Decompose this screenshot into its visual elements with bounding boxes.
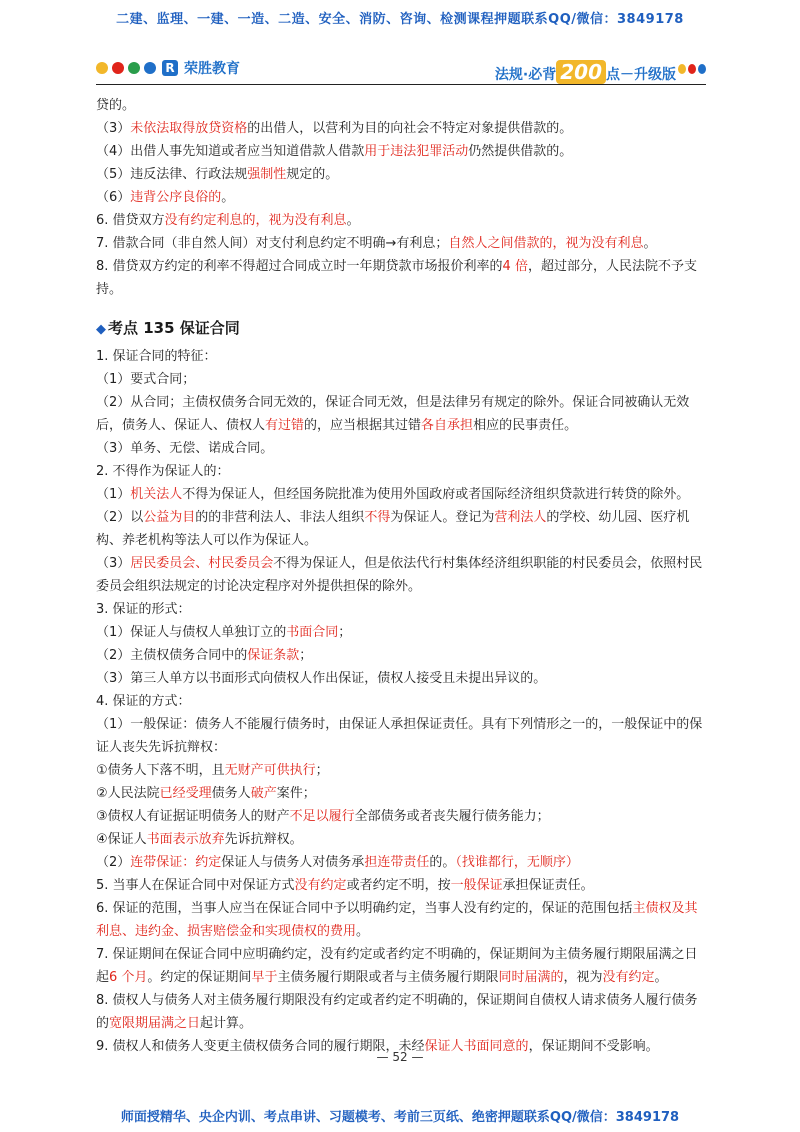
top-banner: 二建、监理、一建、一造、二造、安全、消防、咨询、检测课程押题联系QQ/微信：3849178 bbox=[116, 12, 684, 27]
text-span: （6） bbox=[96, 190, 131, 205]
text-span: 的，应当根据其过错 bbox=[304, 418, 422, 433]
text-span: 起计算。 bbox=[200, 1016, 253, 1031]
highlight-text: 担连带责任 bbox=[364, 855, 430, 870]
logo-dot-icon bbox=[144, 62, 156, 74]
dot-icon bbox=[688, 64, 696, 74]
text-span: 8. 借贷双方约定的利率不得超过合同成立时一年期贷款市场报价利率的 bbox=[96, 259, 503, 274]
text-span: 。约定的保证期间 bbox=[147, 970, 252, 985]
text-span: 全部债务或者丧失履行债务能力； bbox=[354, 809, 550, 824]
paragraph bbox=[96, 483, 708, 506]
highlight-text: 宽限期届满之日 bbox=[109, 1016, 201, 1031]
paragraph bbox=[96, 117, 708, 140]
paragraph: （1）一般保证：债务人不能履行债务时，由保证人承担保证责任。具有下列情形之一的，一般保证中的保证人丧失先诉抗辩权： bbox=[96, 717, 703, 755]
text-span: 7. 借款合同（非自然人间）对支付利息约定不明确→有利息； bbox=[96, 236, 449, 251]
highlight-text: 不得 bbox=[364, 510, 391, 525]
text-span: （2）从合同；主债权债务合同无效的，保证合同无效，但是法律另有规定的除外。保证合同被确认无效后，债务人、保证人、债权人 bbox=[96, 395, 690, 433]
highlight-text: 早于 bbox=[251, 970, 278, 985]
logo-mark-icon: R bbox=[162, 60, 178, 76]
page-content bbox=[96, 94, 708, 1058]
text-span: ③债权人有证据证明债务人的财产 bbox=[96, 809, 290, 824]
book-title bbox=[495, 60, 676, 84]
highlight-text: 违背公序良俗的 bbox=[130, 190, 222, 205]
text-span: 6. 借贷双方 bbox=[96, 213, 165, 228]
diamond-icon: ◆ bbox=[96, 322, 106, 337]
text-span: （1）保证人与债权人单独订立的 bbox=[96, 625, 287, 640]
highlight-text: 6 个月 bbox=[109, 970, 148, 985]
logo-dot-icon bbox=[96, 62, 108, 74]
text-span: （2）以 bbox=[96, 510, 144, 525]
text-span: 主债务履行期限或者与主债务履行期限 bbox=[277, 970, 499, 985]
book-title-prefix: 法规·必背 bbox=[494, 67, 557, 83]
text-span: ，视为 bbox=[563, 970, 603, 985]
text-span: ； bbox=[315, 763, 329, 778]
text-span: ①债务人下落不明，且 bbox=[96, 763, 225, 778]
paragraph bbox=[96, 828, 708, 851]
paragraph bbox=[96, 552, 708, 598]
paragraph: （3）单务、无偿、诺成合同。 bbox=[96, 441, 274, 456]
text-span: （2）主债权债务合同中的 bbox=[96, 648, 248, 663]
page-number: — 52 — bbox=[376, 1050, 424, 1064]
highlight-text: 公益为目 bbox=[143, 510, 196, 525]
highlight-text: （找谁都行，无顺序） bbox=[455, 855, 579, 870]
paragraph bbox=[96, 140, 708, 163]
text-span: 。 bbox=[654, 970, 668, 985]
text-span: （5）违反法律、行政法规 bbox=[96, 167, 248, 182]
highlight-text: 营利法人 bbox=[494, 510, 547, 525]
text-span: 承担保证责任。 bbox=[502, 878, 594, 893]
highlight-text: 主债权及其利息、违约金、损害赔偿金和实现债权的费用 bbox=[96, 901, 698, 939]
text-span: （1） bbox=[96, 487, 131, 502]
text-span: ④保证人 bbox=[96, 832, 147, 847]
bottom-banner: 师面授精华、央企内训、考点串讲、习题模考、考前三页纸、绝密押题联系QQ/微信：3849178 bbox=[120, 1110, 680, 1125]
text-span: 6. 保证的范围，当事人应当在保证合同中予以明确约定，当事人没有约定的，保证的范围包括 bbox=[96, 901, 633, 916]
highlight-text: 有过错 bbox=[265, 418, 305, 433]
text-span: ； bbox=[299, 648, 313, 663]
text-span: （3） bbox=[96, 121, 131, 136]
text-span: 9. 债权人和债务人变更主债权债务合同的履行期限，未经 bbox=[96, 1039, 425, 1054]
header-dots bbox=[678, 64, 706, 74]
paragraph bbox=[96, 782, 708, 805]
paragraph bbox=[96, 186, 708, 209]
paragraph bbox=[96, 391, 708, 437]
text-span: 。 bbox=[346, 213, 360, 228]
logo bbox=[96, 58, 240, 78]
text-span: 的。 bbox=[429, 855, 456, 870]
highlight-text: 保证人书面同意的 bbox=[424, 1039, 529, 1054]
paragraph: 1. 保证合同的特征： bbox=[96, 349, 217, 364]
logo-text: 荣胜教育 bbox=[184, 61, 240, 77]
text-span: （3） bbox=[96, 556, 131, 571]
highlight-text: 无财产可供执行 bbox=[224, 763, 316, 778]
logo-dot-icon bbox=[128, 62, 140, 74]
book-title-number: 200 bbox=[556, 60, 606, 84]
paragraph bbox=[96, 209, 708, 232]
text-span: 债务人 bbox=[211, 786, 251, 801]
section-title-text: 考点 135 保证合同 bbox=[108, 319, 240, 337]
dot-icon bbox=[678, 64, 686, 74]
paragraph: 3. 保证的形式： bbox=[96, 602, 191, 617]
highlight-text: 未依法取得放贷资格 bbox=[130, 121, 248, 136]
logo-dot-icon bbox=[112, 62, 124, 74]
text-span: ，保证期间不受影响。 bbox=[528, 1039, 659, 1054]
text-span: 仍然提供借款的。 bbox=[468, 144, 573, 159]
text-span: ②人民法院 bbox=[96, 786, 160, 801]
paragraph bbox=[96, 874, 708, 897]
paragraph bbox=[96, 644, 708, 667]
highlight-text: 已经受理 bbox=[159, 786, 212, 801]
text-span: 保证人与债务人对债务承 bbox=[221, 855, 365, 870]
text-span: 案件； bbox=[276, 786, 316, 801]
paragraph bbox=[96, 506, 708, 552]
text-span: 规定的。 bbox=[286, 167, 339, 182]
text-span: 。 bbox=[643, 236, 657, 251]
highlight-text: 书面合同 bbox=[286, 625, 339, 640]
text-span: 不得为保证人，但是依法代行村集体经济组织职能的村民委员会，依照村民委员会组织法规定的讨论决定程序对外提供担保的除外。 bbox=[96, 556, 703, 594]
highlight-text: 没有约定利息的，视为没有利息 bbox=[164, 213, 347, 228]
text-span: 相应的民事责任。 bbox=[473, 418, 578, 433]
text-span: （2） bbox=[96, 855, 131, 870]
text-span: 不得为保证人，但经国务院批准为使用外国政府或者国际经济组织贷款进行转贷的除外。 bbox=[182, 487, 690, 502]
paragraph: 4. 保证的方式： bbox=[96, 694, 191, 709]
paragraph bbox=[96, 163, 708, 186]
book-title-suffix: 点－升级版 bbox=[606, 67, 676, 83]
paragraph bbox=[96, 759, 708, 782]
paragraph bbox=[96, 805, 708, 828]
paragraph: （1）要式合同； bbox=[96, 372, 196, 387]
dot-icon bbox=[698, 64, 706, 74]
text-span: 先诉抗辩权。 bbox=[224, 832, 303, 847]
page-header bbox=[96, 54, 706, 85]
highlight-text: 机关法人 bbox=[130, 487, 183, 502]
highlight-text: 一般保证 bbox=[450, 878, 503, 893]
text-span: 的学校、幼儿园、医疗机构、养老机构等法人可以作为保证人。 bbox=[96, 510, 690, 548]
text-span: （4）出借人事先知道或者应当知道借款人借款 bbox=[96, 144, 365, 159]
text-span: 的的非营利法人、非法人组织 bbox=[195, 510, 365, 525]
text-span: 的出借人，以营利为目的向社会不特定对象提供借款的。 bbox=[247, 121, 573, 136]
highlight-text: 书面表示放弃 bbox=[146, 832, 225, 847]
paragraph bbox=[96, 255, 708, 301]
paragraph bbox=[96, 232, 708, 255]
paragraph bbox=[96, 851, 708, 874]
highlight-text: 用于违法犯罪活动 bbox=[364, 144, 469, 159]
paragraph: 贷的。 bbox=[96, 98, 136, 113]
paragraph bbox=[96, 621, 708, 644]
text-span: 7. 保证期间在保证合同中应明确约定，没有约定或者约定不明确的，保证期间为主债务履行期限届满之日起 bbox=[96, 947, 698, 985]
highlight-text: 连带保证：约定 bbox=[130, 855, 222, 870]
highlight-text: 同时届满的 bbox=[498, 970, 564, 985]
highlight-text: 自然人之间借款的，视为没有利息 bbox=[448, 236, 644, 251]
text-span: 或者约定不明，按 bbox=[346, 878, 451, 893]
paragraph bbox=[96, 897, 708, 943]
text-span: 为保证人。登记为 bbox=[390, 510, 495, 525]
highlight-text: 保证条款 bbox=[247, 648, 300, 663]
text-span: 。 bbox=[356, 924, 370, 939]
section-title bbox=[96, 317, 708, 341]
highlight-text: 强制性 bbox=[247, 167, 287, 182]
highlight-text: 破产 bbox=[250, 786, 277, 801]
paragraph: 2. 不得作为保证人的： bbox=[96, 464, 230, 479]
text-span: 8. 债权人与债务人对主债务履行期限没有约定或者约定不明确的，保证期间自债权人请求债务人履行债务的 bbox=[96, 993, 698, 1031]
paragraph bbox=[96, 943, 708, 989]
text-span: ； bbox=[338, 625, 352, 640]
highlight-text: 各自承担 bbox=[421, 418, 474, 433]
paragraph bbox=[96, 989, 708, 1035]
text-span: 。 bbox=[221, 190, 235, 205]
highlight-text: 居民委员会、村民委员会 bbox=[130, 556, 274, 571]
text-span: 5. 当事人在保证合同中对保证方式 bbox=[96, 878, 295, 893]
highlight-text: 不足以履行 bbox=[289, 809, 355, 824]
highlight-text: 4 倍 bbox=[502, 259, 528, 274]
highlight-text: 没有约定 bbox=[602, 970, 655, 985]
paragraph: （3）第三人单方以书面形式向债权人作出保证，债权人接受且未提出异议的。 bbox=[96, 671, 547, 686]
text-span: ，超过部分，人民法院不予支持。 bbox=[96, 259, 697, 297]
highlight-text: 没有约定 bbox=[294, 878, 347, 893]
